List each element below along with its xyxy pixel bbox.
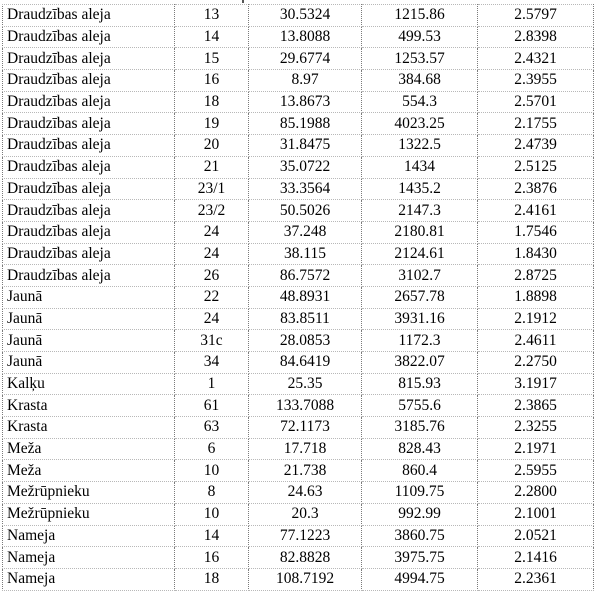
street-cell[interactable]: Nameja xyxy=(3,525,175,547)
value-cell-3[interactable]: 2.0521 xyxy=(478,525,594,547)
street-cell[interactable]: Draudzības aleja xyxy=(3,156,175,178)
value-cell-1[interactable]: 17.718 xyxy=(249,438,362,460)
house-number-cell[interactable]: 10 xyxy=(175,503,249,525)
value-cell-3[interactable]: 2.8725 xyxy=(478,265,594,287)
street-cell[interactable]: Draudzības aleja xyxy=(3,135,175,157)
street-cell[interactable]: Meža xyxy=(3,438,175,460)
value-cell-3[interactable]: 2.4321 xyxy=(478,48,594,70)
house-number-cell[interactable]: 63 xyxy=(175,417,249,439)
value-cell-3[interactable]: 2.3955 xyxy=(478,70,594,92)
selection-marker xyxy=(242,0,244,3)
value-cell-2[interactable]: 1435.2 xyxy=(362,178,478,200)
value-cell-3[interactable]: 2.2800 xyxy=(478,482,594,504)
value-cell-1[interactable]: 35.0722 xyxy=(249,156,362,178)
value-cell-3[interactable]: 2.5125 xyxy=(478,156,594,178)
value-cell-2[interactable]: 1172.3 xyxy=(362,330,478,352)
table-row xyxy=(3,568,594,590)
value-cell-2[interactable]: 554.3 xyxy=(362,91,478,113)
value-cell-3[interactable]: 1.8898 xyxy=(478,286,594,308)
table-row xyxy=(3,547,594,569)
value-cell-2[interactable]: 499.53 xyxy=(362,26,478,48)
house-number-cell[interactable]: 26 xyxy=(175,265,249,287)
value-cell-3[interactable]: 2.5955 xyxy=(478,460,594,482)
table-row xyxy=(3,417,594,439)
street-cell[interactable]: Draudzības aleja xyxy=(3,113,175,135)
house-number-cell[interactable]: 23/1 xyxy=(175,178,249,200)
data-table xyxy=(2,4,594,591)
value-cell-2[interactable]: 3822.07 xyxy=(362,352,478,374)
value-cell-2[interactable]: 992.99 xyxy=(362,503,478,525)
value-cell-1[interactable]: 29.6774 xyxy=(249,48,362,70)
value-cell-3[interactable]: 2.3876 xyxy=(478,178,594,200)
value-cell-3[interactable]: 1.8430 xyxy=(478,243,594,265)
table-row xyxy=(3,26,594,48)
street-cell[interactable]: Nameja xyxy=(3,568,175,590)
value-cell-1[interactable]: 82.8828 xyxy=(249,547,362,569)
value-cell-2[interactable]: 828.43 xyxy=(362,438,478,460)
house-number-cell[interactable]: 14 xyxy=(175,525,249,547)
value-cell-2[interactable]: 860.4 xyxy=(362,460,478,482)
value-cell-1[interactable]: 8.97 xyxy=(249,70,362,92)
value-cell-1[interactable]: 108.7192 xyxy=(249,568,362,590)
value-cell-3[interactable]: 2.1001 xyxy=(478,503,594,525)
house-number-cell[interactable]: 16 xyxy=(175,547,249,569)
street-cell[interactable]: Krasta xyxy=(3,417,175,439)
value-cell-3[interactable]: 2.3255 xyxy=(478,417,594,439)
house-number-cell[interactable]: 23/2 xyxy=(175,200,249,222)
house-number-cell[interactable]: 24 xyxy=(175,221,249,243)
value-cell-3[interactable]: 2.4611 xyxy=(478,330,594,352)
table-body xyxy=(3,5,594,591)
table-row xyxy=(3,200,594,222)
street-cell[interactable]: Nameja xyxy=(3,547,175,569)
value-cell-1[interactable]: 13.8673 xyxy=(249,91,362,113)
street-cell[interactable]: Jaunā xyxy=(3,330,175,352)
house-number-cell[interactable]: 21 xyxy=(175,156,249,178)
value-cell-1[interactable]: 85.1988 xyxy=(249,113,362,135)
street-cell[interactable]: Mežrūpnieku xyxy=(3,482,175,504)
value-cell-2[interactable]: 3931.16 xyxy=(362,308,478,330)
value-cell-1[interactable]: 20.3 xyxy=(249,503,362,525)
value-cell-3[interactable]: 1.7546 xyxy=(478,221,594,243)
value-cell-3[interactable]: 2.1416 xyxy=(478,547,594,569)
value-cell-1[interactable]: 48.8931 xyxy=(249,286,362,308)
value-cell-1[interactable]: 25.35 xyxy=(249,373,362,395)
table-row xyxy=(3,221,594,243)
value-cell-3[interactable]: 2.2750 xyxy=(478,352,594,374)
table-row xyxy=(3,373,594,395)
value-cell-3[interactable]: 3.1917 xyxy=(478,373,594,395)
table-row xyxy=(3,460,594,482)
value-cell-2[interactable]: 1215.86 xyxy=(362,5,478,27)
value-cell-1[interactable]: 33.3564 xyxy=(249,178,362,200)
street-cell[interactable]: Kalķu xyxy=(3,373,175,395)
street-cell[interactable]: Draudzības aleja xyxy=(3,70,175,92)
value-cell-2[interactable]: 4023.25 xyxy=(362,113,478,135)
house-number-cell[interactable]: 13 xyxy=(175,5,249,27)
street-cell[interactable]: Draudzības aleja xyxy=(3,221,175,243)
house-number-cell[interactable]: 31c xyxy=(175,330,249,352)
house-number-cell[interactable]: 19 xyxy=(175,113,249,135)
value-cell-3[interactable]: 2.2361 xyxy=(478,568,594,590)
house-number-cell[interactable]: 18 xyxy=(175,568,249,590)
value-cell-1[interactable]: 50.5026 xyxy=(249,200,362,222)
value-cell-3[interactable]: 2.1755 xyxy=(478,113,594,135)
value-cell-2[interactable]: 5755.6 xyxy=(362,395,478,417)
value-cell-2[interactable]: 3185.76 xyxy=(362,417,478,439)
value-cell-1[interactable]: 77.1223 xyxy=(249,525,362,547)
value-cell-1[interactable]: 21.738 xyxy=(249,460,362,482)
value-cell-3[interactable]: 2.5797 xyxy=(478,5,594,27)
value-cell-3[interactable]: 2.5701 xyxy=(478,91,594,113)
value-cell-1[interactable]: 31.8475 xyxy=(249,135,362,157)
value-cell-1[interactable]: 13.8088 xyxy=(249,26,362,48)
value-cell-1[interactable]: 84.6419 xyxy=(249,352,362,374)
value-cell-2[interactable]: 1434 xyxy=(362,156,478,178)
table-row xyxy=(3,5,594,27)
table-row xyxy=(3,243,594,265)
table-row xyxy=(3,438,594,460)
value-cell-2[interactable]: 3975.75 xyxy=(362,547,478,569)
house-number-cell[interactable]: 14 xyxy=(175,26,249,48)
value-cell-2[interactable]: 2124.61 xyxy=(362,243,478,265)
value-cell-3[interactable]: 2.1912 xyxy=(478,308,594,330)
street-cell[interactable]: Draudzības aleja xyxy=(3,178,175,200)
table-row xyxy=(3,503,594,525)
street-cell[interactable]: Jaunā xyxy=(3,286,175,308)
value-cell-1[interactable]: 86.7572 xyxy=(249,265,362,287)
table-row xyxy=(3,91,594,113)
house-number-cell[interactable]: 22 xyxy=(175,286,249,308)
table-row xyxy=(3,330,594,352)
street-cell[interactable]: Draudzības aleja xyxy=(3,200,175,222)
street-cell[interactable]: Draudzības aleja xyxy=(3,265,175,287)
value-cell-1[interactable]: 24.63 xyxy=(249,482,362,504)
street-cell[interactable]: Jaunā xyxy=(3,352,175,374)
value-cell-2[interactable]: 2147.3 xyxy=(362,200,478,222)
value-cell-1[interactable]: 133.7088 xyxy=(249,395,362,417)
value-cell-2[interactable]: 2657.78 xyxy=(362,286,478,308)
house-number-cell[interactable]: 16 xyxy=(175,70,249,92)
table-row xyxy=(3,135,594,157)
street-cell[interactable]: Krasta xyxy=(3,395,175,417)
street-cell[interactable]: Jaunā xyxy=(3,308,175,330)
house-number-cell[interactable]: 61 xyxy=(175,395,249,417)
street-cell[interactable]: Mežrūpnieku xyxy=(3,503,175,525)
value-cell-2[interactable]: 1322.5 xyxy=(362,135,478,157)
value-cell-2[interactable]: 3102.7 xyxy=(362,265,478,287)
value-cell-3[interactable]: 2.4739 xyxy=(478,135,594,157)
house-number-cell[interactable]: 1 xyxy=(175,373,249,395)
table-row xyxy=(3,352,594,374)
value-cell-3[interactable]: 2.4161 xyxy=(478,200,594,222)
value-cell-1[interactable]: 72.1173 xyxy=(249,417,362,439)
table-row xyxy=(3,525,594,547)
house-number-cell[interactable]: 18 xyxy=(175,91,249,113)
value-cell-2[interactable]: 815.93 xyxy=(362,373,478,395)
table-row xyxy=(3,48,594,70)
table-row xyxy=(3,265,594,287)
street-cell[interactable]: Meža xyxy=(3,460,175,482)
street-cell[interactable]: Draudzības aleja xyxy=(3,48,175,70)
street-cell[interactable]: Draudzības aleja xyxy=(3,91,175,113)
house-number-cell[interactable]: 34 xyxy=(175,352,249,374)
table-row xyxy=(3,70,594,92)
street-cell[interactable]: Draudzības aleja xyxy=(3,26,175,48)
table-row xyxy=(3,308,594,330)
house-number-cell[interactable]: 8 xyxy=(175,482,249,504)
table-row xyxy=(3,395,594,417)
street-cell[interactable]: Draudzības aleja xyxy=(3,5,175,27)
house-number-cell[interactable]: 24 xyxy=(175,308,249,330)
value-cell-2[interactable]: 1109.75 xyxy=(362,482,478,504)
value-cell-1[interactable]: 37.248 xyxy=(249,221,362,243)
value-cell-2[interactable]: 384.68 xyxy=(362,70,478,92)
house-number-cell[interactable]: 24 xyxy=(175,243,249,265)
value-cell-3[interactable]: 2.3865 xyxy=(478,395,594,417)
value-cell-2[interactable]: 1253.57 xyxy=(362,48,478,70)
value-cell-2[interactable]: 3860.75 xyxy=(362,525,478,547)
house-number-cell[interactable]: 6 xyxy=(175,438,249,460)
table-row xyxy=(3,286,594,308)
house-number-cell[interactable]: 15 xyxy=(175,48,249,70)
value-cell-1[interactable]: 38.115 xyxy=(249,243,362,265)
house-number-cell[interactable]: 20 xyxy=(175,135,249,157)
value-cell-2[interactable]: 4994.75 xyxy=(362,568,478,590)
house-number-cell[interactable]: 10 xyxy=(175,460,249,482)
value-cell-2[interactable]: 2180.81 xyxy=(362,221,478,243)
table-row xyxy=(3,178,594,200)
value-cell-3[interactable]: 2.8398 xyxy=(478,26,594,48)
value-cell-1[interactable]: 30.5324 xyxy=(249,5,362,27)
table-row xyxy=(3,113,594,135)
value-cell-3[interactable]: 2.1971 xyxy=(478,438,594,460)
street-cell[interactable]: Draudzības aleja xyxy=(3,243,175,265)
table-row xyxy=(3,156,594,178)
table-row xyxy=(3,482,594,504)
value-cell-1[interactable]: 28.0853 xyxy=(249,330,362,352)
value-cell-1[interactable]: 83.8511 xyxy=(249,308,362,330)
